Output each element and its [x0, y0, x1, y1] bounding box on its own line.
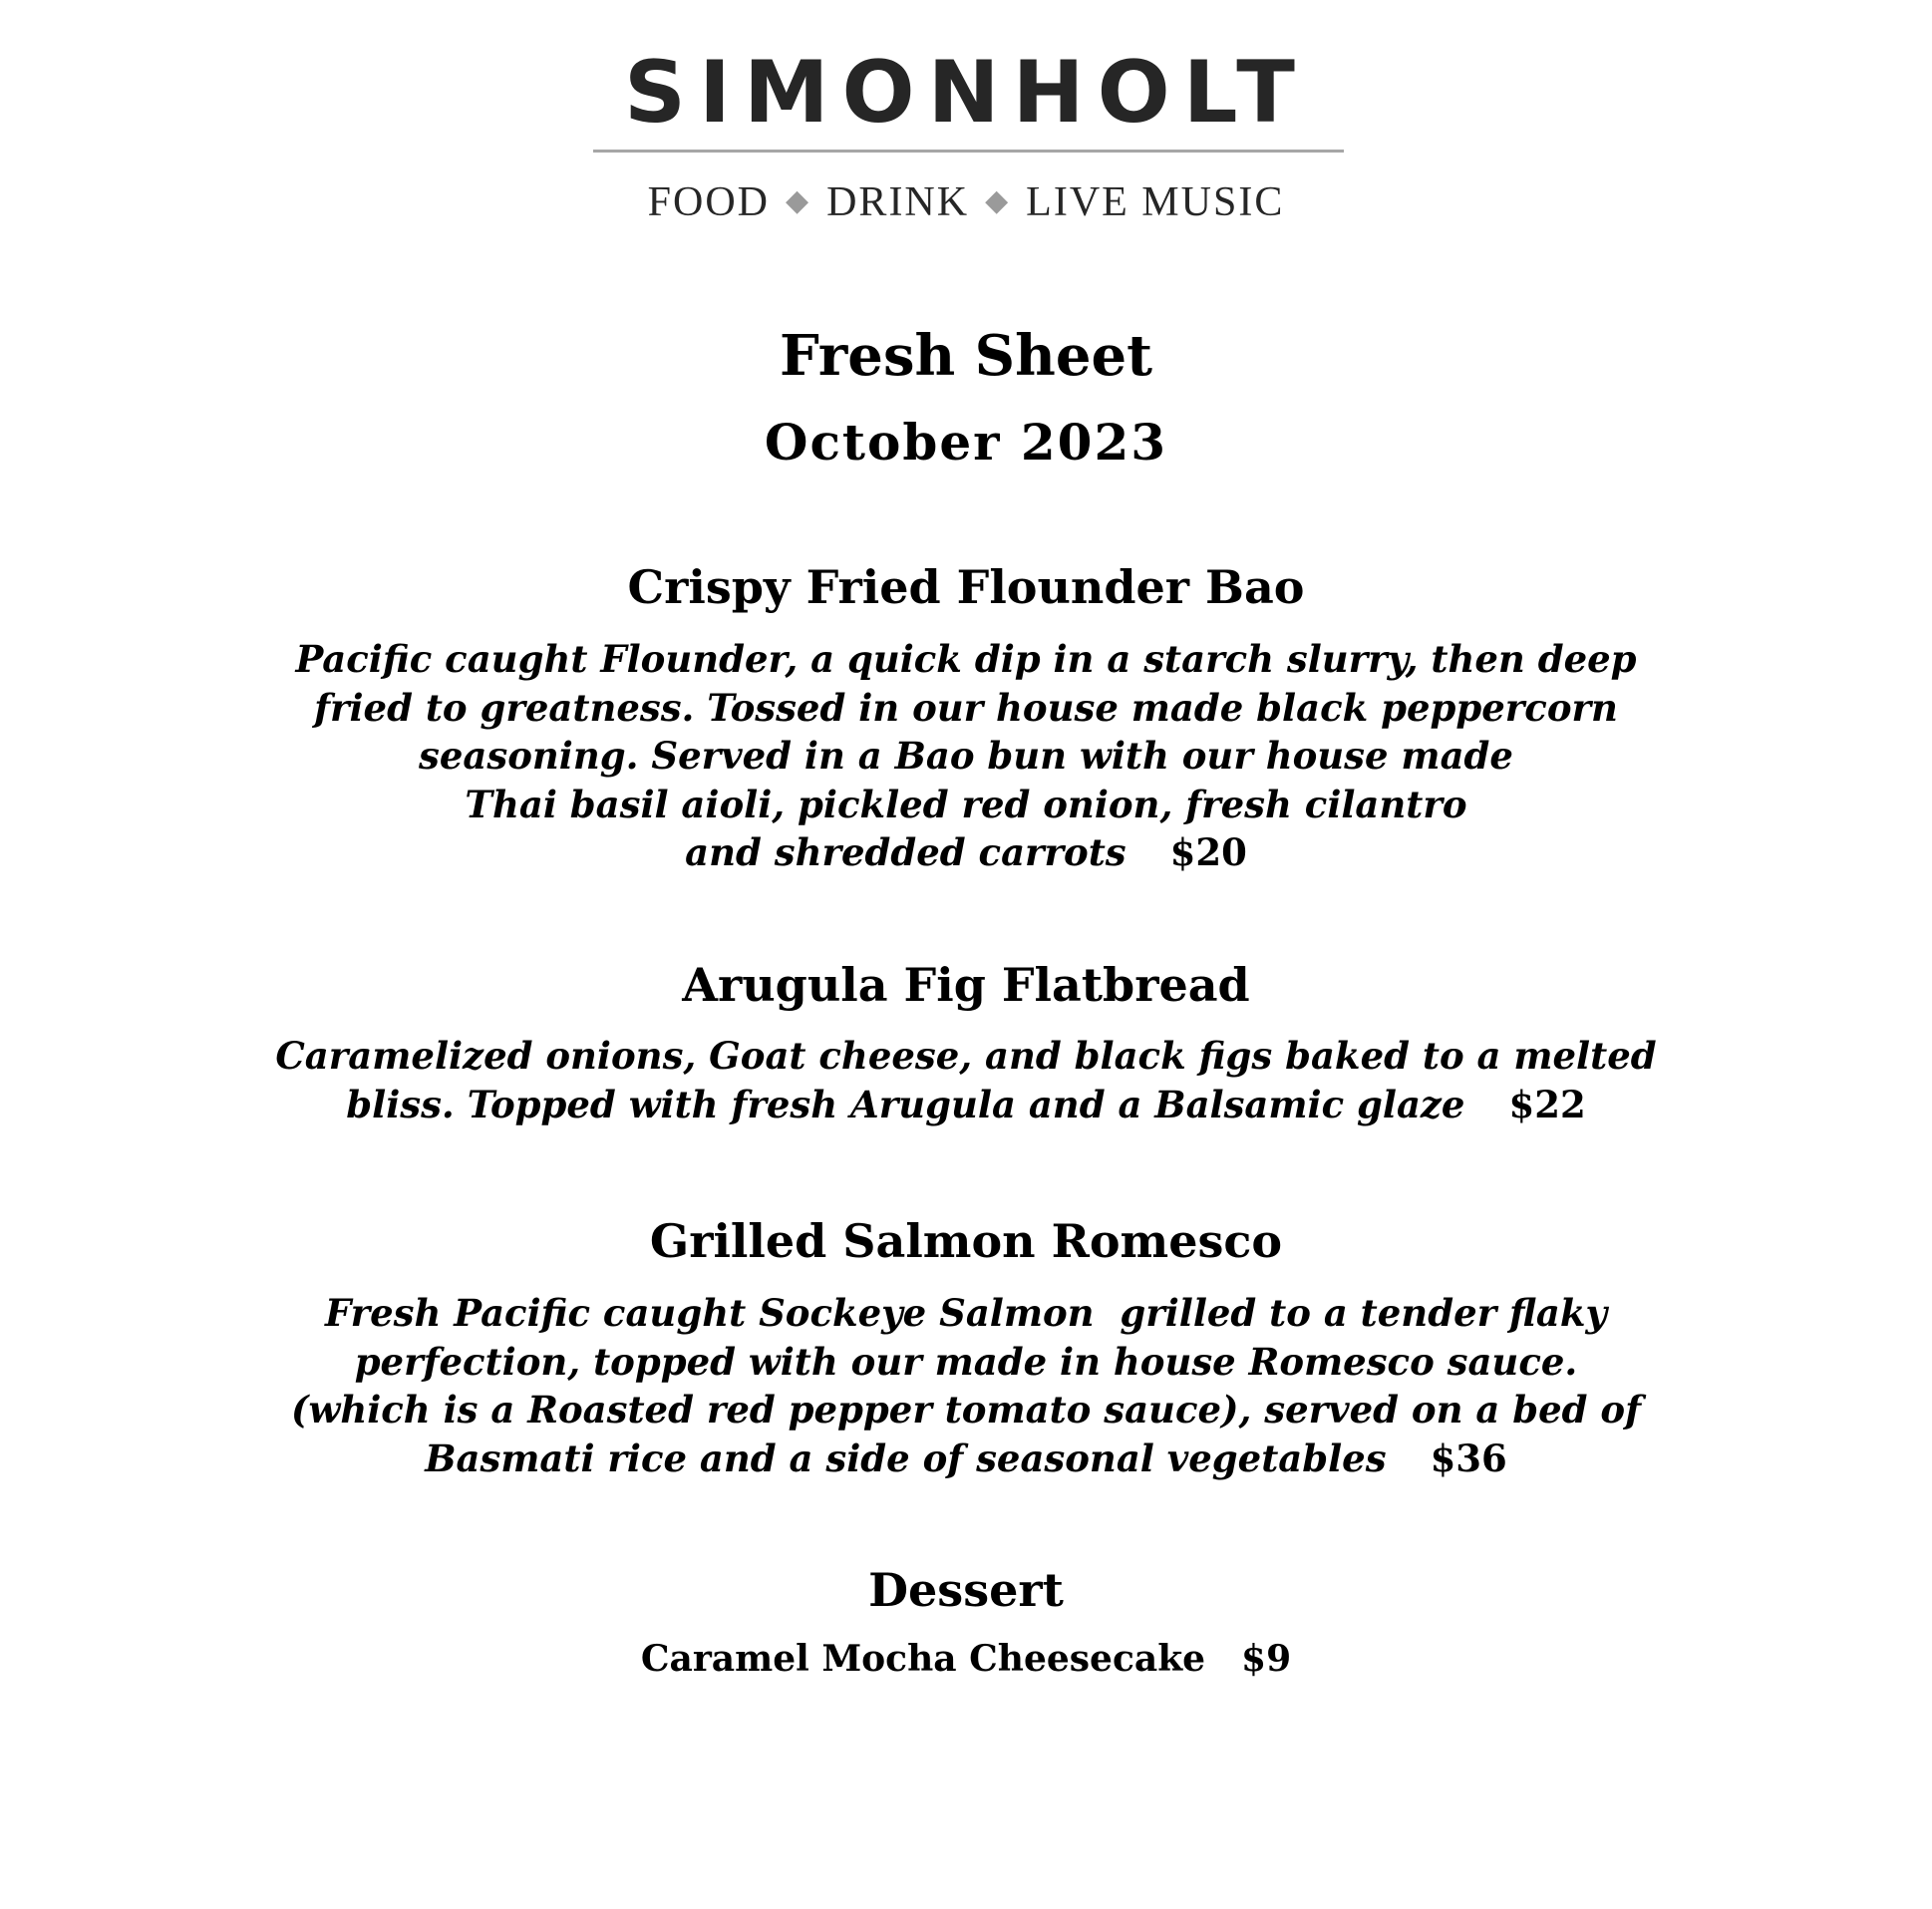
dessert-item	[0, 1635, 1932, 1683]
description-line: Pacific caught Flounder, a quick dip in a starch slurry, then deep	[295, 637, 1637, 681]
diamond-icon: ◆	[786, 184, 811, 217]
menu-item-price: $22	[1508, 1082, 1586, 1126]
description-line-with-price	[0, 1434, 1932, 1483]
menu-item-description	[0, 1289, 1932, 1482]
description-line: Caramelized onions, Goat cheese, and black figs baked to a melted	[275, 1034, 1657, 1078]
description-line: (which is a Roasted red pepper tomato sauce), served on a bed of	[290, 1388, 1642, 1432]
description-line: fried to greatness. Tossed in our house made black peppercorn	[314, 685, 1618, 730]
menu-item-description	[0, 635, 1932, 877]
description-line: bliss. Topped with fresh Arugula and a Balsamic glaze	[346, 1082, 1465, 1126]
description-line: perfection, topped with our made in house Romesco sauce.	[354, 1339, 1578, 1384]
description-line: seasoning. Served in a Bao bun with our house made	[419, 734, 1513, 778]
page-title: Fresh Sheet	[780, 323, 1152, 389]
description-line-with-price	[0, 1081, 1932, 1129]
tagline-music: LIVE MUSIC	[1026, 179, 1285, 225]
menu-date: October 2023	[764, 413, 1168, 472]
description-line: Thai basil aioli, pickled red onion, fresh cilantro	[465, 782, 1467, 826]
dessert-item-price: $9	[1241, 1638, 1292, 1680]
dessert-heading: Dessert	[868, 1563, 1064, 1617]
description-line-with-price	[0, 828, 1932, 877]
brand-divider	[593, 150, 1344, 153]
menu-item-description	[0, 1032, 1932, 1128]
diamond-icon: ◆	[985, 184, 1011, 217]
description-line: and shredded carrots	[685, 830, 1127, 874]
brand-logo: SIMONHOLT	[624, 43, 1308, 143]
tagline	[0, 175, 1932, 228]
tagline-food: FOOD	[647, 179, 771, 225]
menu-item-price: $20	[1169, 830, 1247, 874]
menu-item-name: Arugula Fig Flatbread	[682, 958, 1250, 1012]
description-line: Basmati rice and a side of seasonal vegetables	[425, 1435, 1387, 1480]
menu-item-name: Grilled Salmon Romesco	[649, 1214, 1283, 1268]
dessert-item-name: Caramel Mocha Cheesecake	[640, 1638, 1206, 1680]
tagline-drink: DRINK	[826, 179, 970, 225]
menu-item-name: Crispy Fried Flounder Bao	[627, 560, 1305, 614]
description-line: Fresh Pacific caught Sockeye Salmon grilled to a tender flaky	[324, 1291, 1608, 1335]
menu-item-price: $36	[1430, 1435, 1507, 1480]
